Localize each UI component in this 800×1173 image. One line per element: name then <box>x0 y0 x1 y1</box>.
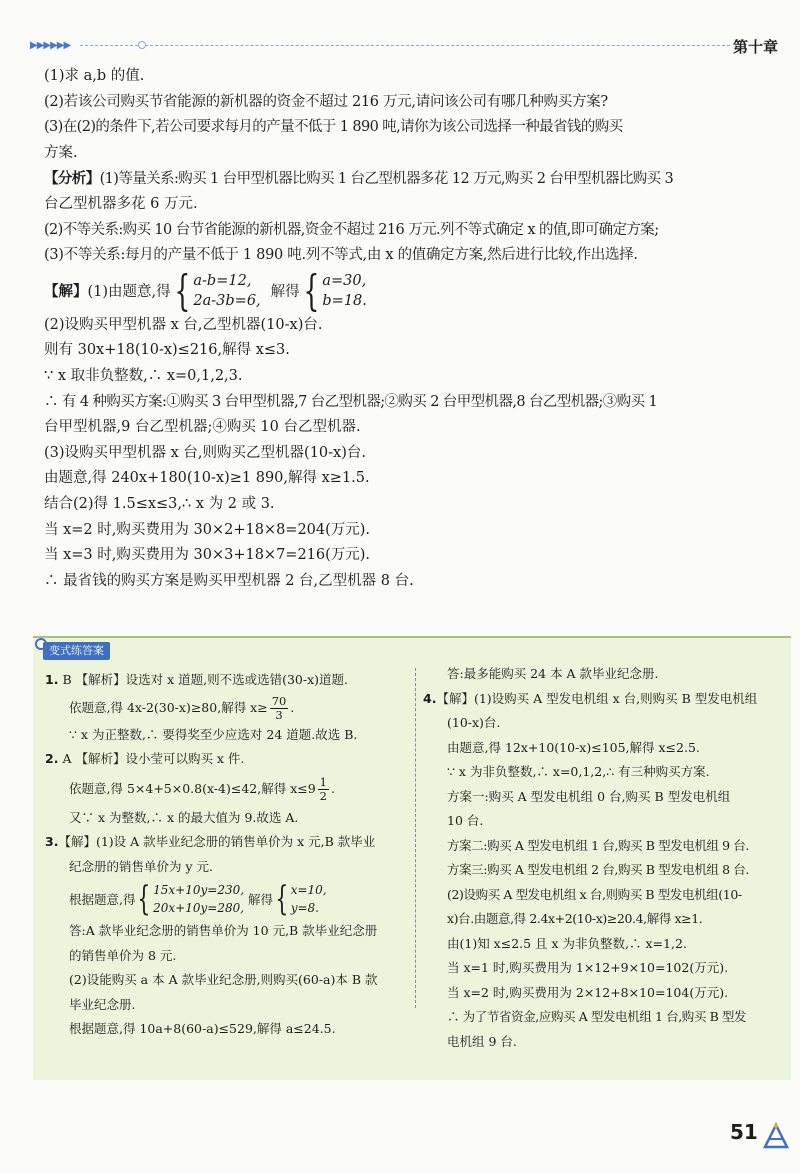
answer-q4-head <box>423 687 785 712</box>
text-line: 台甲型机器,9 台乙型机器;④购买 10 台乙型机器. <box>44 419 361 436</box>
equation-system <box>193 271 260 311</box>
page-number-badge <box>730 1120 792 1156</box>
fraction-denominator: 2 <box>319 788 327 803</box>
answer-line: 当 x=2 时,购买费用为 2×12+8×10=104(万元). <box>447 984 729 1000</box>
question-number: 2. <box>45 751 59 766</box>
answer-text: 根据题意,得 <box>69 892 136 907</box>
answer-text: 依题意,得 4x-2(30-x)≥80,解得 x≥ <box>69 699 268 715</box>
answer-text: . <box>331 780 335 796</box>
answer-line: 方案三:购买 A 型发电机组 2 台,购买 B 型发电机组 8 台. <box>447 862 749 877</box>
equation: 20x+10y=280, <box>153 901 245 915</box>
answer-system-line <box>45 879 410 919</box>
left-brace-icon: { <box>174 265 191 315</box>
answer-line: ∵ x 为正整数,∴ 要得奖至少应选对 24 道题.故选 B. <box>69 726 358 742</box>
analysis-line <box>44 166 766 192</box>
main-content <box>44 64 766 594</box>
chapter-title: 第十章 <box>733 38 779 56</box>
answer-line: 的销售单价为 8 元. <box>69 947 177 963</box>
text-line: 当 x=2 时,购买费用为 30×2+18×8=204(万元). <box>44 521 371 538</box>
answer-q2-head <box>45 747 410 772</box>
analysis-text: (1)等量关系:购买 1 台甲型机器比购买 1 台乙型机器多花 12 万元,购买 2 台甲型机器比购买 3 <box>99 171 674 188</box>
fraction-denominator: 3 <box>275 707 283 722</box>
answer-line: 根据题意,得 10a+8(60-a)≤529,解得 a≤24.5. <box>69 1021 336 1036</box>
equation-solution <box>322 271 367 311</box>
text-line: (2)设购买甲型机器 x 台,乙型机器(10-x)台. <box>44 316 323 333</box>
answer-text: 解得 <box>248 892 274 907</box>
answer-line: 方案二:购买 A 型发电机组 1 台,购买 B 型发电机组 9 台. <box>447 837 749 853</box>
answer-line: ∴ 为了节省资金,应购买 A 型发电机组 1 台,购买 B 型发 <box>447 1009 747 1024</box>
equation-system <box>153 881 244 917</box>
solve-word: 解得 <box>270 284 300 301</box>
question-number: 3. <box>45 834 59 849</box>
text-line: 由题意,得 240x+180(10-x)≥1 890,解得 x≥1.5. <box>44 470 370 487</box>
answer-q3-head <box>45 830 410 855</box>
text-line: (3)设购买甲型机器 x 台,则购买乙型机器(10-x)台. <box>44 444 366 461</box>
text-line: (3)不等关系:每月的产量不低于 1 890 吨.列不等式,由 x 的值确定方案,然后进行比较,作出选择. <box>44 247 638 264</box>
equation: b=18. <box>322 292 367 309</box>
fraction <box>270 695 289 722</box>
question-number: 4. <box>423 690 437 706</box>
solution-prefix: (1)由题意,得 <box>87 284 171 301</box>
left-column <box>45 668 410 1042</box>
answer-q1-head <box>45 668 410 693</box>
answers-panel <box>33 636 791 1080</box>
answer-line <box>45 693 410 723</box>
answer-line: 纪念册的销售单价为 y 元. <box>69 858 213 874</box>
brand-logo-icon <box>762 1122 790 1150</box>
column-divider <box>415 668 416 1008</box>
text-line: ∴ 有 4 种购买方案:①购买 3 台甲型机器,7 台乙型机器;②购买 2 台甲型机器,8 台乙型机器;③购买 1 <box>44 393 658 410</box>
equation: x=10, <box>290 883 327 897</box>
answer-line: (2)设购买 A 型发电机组 x 台,则购买 B 型发电机组(10- <box>447 886 742 902</box>
header-dot-icon <box>138 41 146 49</box>
answer-text: 【解】(1)设 A 款毕业纪念册的销售单价为 x 元,B 款毕业 <box>58 834 376 849</box>
analysis-tag: 【分析】 <box>44 170 100 188</box>
page-number: 51 <box>730 1120 758 1144</box>
left-brace-icon: { <box>137 879 151 919</box>
text-line: ∴ 最省钱的购买方案是购买甲型机器 2 台,乙型机器 8 台. <box>44 572 414 589</box>
text-line: 方案. <box>44 144 78 161</box>
arrows-decoration-icon: ▶▶▶▶▶▶ <box>30 40 71 51</box>
text-line: 台乙型机器多花 6 万元. <box>44 195 198 212</box>
answer-line <box>45 772 410 806</box>
answer-line: 又∵ x 为整数,∴ x 的最大值为 9.故选 A. <box>69 809 299 825</box>
answer-line: 方案一:购买 A 型发电机组 0 台,购买 B 型发电机组 <box>447 788 731 804</box>
header-rule <box>80 45 730 46</box>
answer-text: A 【解析】设小莹可以购买 x 件. <box>62 751 245 766</box>
answer-text: . <box>290 699 295 715</box>
left-brace-icon: { <box>275 879 289 919</box>
answer-line: 电机组 9 台. <box>447 1033 517 1049</box>
solution-tag: 【解】 <box>44 283 88 301</box>
answer-line: 答:最多能购买 24 本 A 款毕业纪念册. <box>447 666 659 681</box>
fraction-numerator: 70 <box>271 693 287 708</box>
answer-line: 毕业纪念册. <box>69 996 136 1012</box>
answer-line: 由题意,得 12x+10(10-x)≤105,解得 x≤2.5. <box>447 739 700 755</box>
text-line: 结合(2)得 1.5≤x≤3,∴ x 为 2 或 3. <box>44 495 275 512</box>
equation: y=8. <box>290 901 319 915</box>
answer-line: x)台.由题意,得 2.4x+2(10-x)≥20.4,解得 x≥1. <box>447 911 703 926</box>
text-line: ∵ x 取非负整数,∴ x=0,1,2,3. <box>44 367 243 384</box>
text-line: (2)若该公司购买节省能源的新机器的资金不超过 216 万元,请问该公司有哪几种购买方案? <box>44 93 608 110</box>
equation-solution <box>291 881 327 917</box>
fraction-numerator: 1 <box>319 774 327 789</box>
equation: a=30, <box>322 272 367 289</box>
equation: 15x+10y=230, <box>153 883 245 897</box>
equation: 2a-3b=6, <box>193 292 261 309</box>
text-line: 当 x=3 时,购买费用为 30×3+18×7=216(万元). <box>44 547 371 564</box>
left-brace-icon: { <box>303 265 320 315</box>
right-column <box>423 662 785 1054</box>
answer-line: 由(1)知 x≤2.5 且 x 为非负整数,∴ x=1,2. <box>447 935 687 951</box>
question-number: 1. <box>45 672 59 687</box>
answer-line: (10-x)台. <box>447 715 501 730</box>
text-line: (1)求 a,b 的值. <box>44 68 145 84</box>
answer-line: 当 x=1 时,购买费用为 1×12+9×10=102(万元). <box>447 960 729 975</box>
solution-system-line <box>44 265 766 315</box>
answer-text: 依题意,得 5×4+5×0.8(x-4)≤42,解得 x≤9 <box>69 780 316 796</box>
panel-tab-label: 变式练答案 <box>43 642 110 660</box>
answer-line: 答:A 款毕业纪念册的销售单价为 10 元,B 款毕业纪念册 <box>69 923 378 938</box>
answer-line: (2)设能购买 a 本 A 款毕业纪念册,则购买(60-a)本 B 款 <box>69 972 378 987</box>
answer-text: B 【解析】设选对 x 道题,则不选或选错(30-x)道题. <box>62 672 348 687</box>
text-line: (2)不等关系:购买 10 台节省能源的新机器,资金不超过 216 万元.列不等式确定 x 的值,即可确定方案; <box>44 221 659 238</box>
fraction <box>318 776 329 803</box>
equation: a-b=12, <box>193 272 252 289</box>
text-line: (3)在(2)的条件下,若公司要求每月的产量不低于 1 890 吨,请你为该公司选择一种最省钱的购买 <box>44 119 623 136</box>
page-header <box>0 0 800 60</box>
answer-text: 【解】(1)设购买 A 型发电机组 x 台,则购买 B 型发电机组 <box>436 690 758 706</box>
text-line: 则有 30x+18(10-x)≤216,解得 x≤3. <box>44 342 290 359</box>
answer-line: 10 台. <box>447 813 484 828</box>
answer-line: ∵ x 为非负整数,∴ x=0,1,2,∴ 有三种购买方案. <box>447 764 710 779</box>
